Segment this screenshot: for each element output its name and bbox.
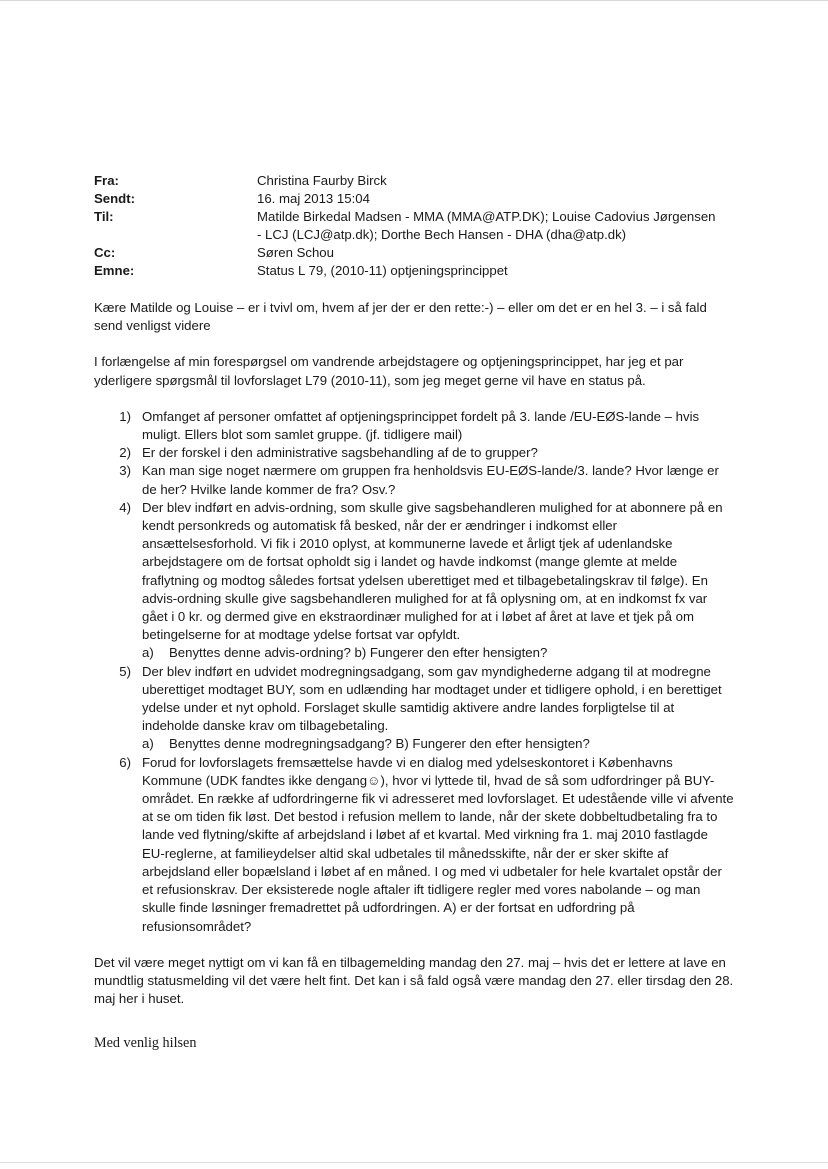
sub-question-letter: a) (142, 736, 154, 752)
question-text: Er der forskel i den administrative sagsbehandling af de to grupper? (142, 445, 538, 461)
sub-question-text: Benyttes denne advis-ordning? b) Fungerer den efter hensigten? (169, 645, 548, 661)
to-value-line2: - LCJ (LCJ@atp.dk); Dorthe Bech Hansen - DHA (dha@atp.dk) (257, 227, 627, 242)
from-value: Christina Faurby Birck (257, 173, 387, 188)
question-list (94, 408, 734, 936)
sub-question (142, 644, 734, 662)
cc-row (94, 244, 754, 262)
question-text: Der blev indført en udvidet modregningsadgang, som gav myndighederne adgang til at modregne uberettiget modtaget BUY, som en udlænding har modtaget under et tidligere ophold, i en berettiget ydelse under et nyt ophold. Forslaget skulle samtidig aktivere andre landes forpligtelse til at indeholde danske krav om tilbagebetaling. (142, 663, 722, 734)
question-number: 1) (119, 408, 131, 424)
cc-value: Søren Schou (257, 245, 334, 260)
signoff: Med venlig hilsen (94, 1035, 197, 1052)
greeting-paragraph: Kære Matilde og Louise – er i tvivl om, hvem af jer der er den rette:-) – eller om det er en hel 3. – i så fald send venligst videre (94, 300, 707, 334)
intro-paragraph: I forlængelse af min forespørgsel om vandrende arbejdstagere og optjeningsprincippet, har jeg et par yderligere spørgsmål til lovforslaget L79 (2010-11), som jeg meget gerne vil have en status på. (94, 354, 684, 388)
question-item-6 (94, 754, 734, 936)
from-label: Fra: (94, 173, 119, 188)
question-item-5 (94, 663, 734, 754)
scan-top-edge (0, 0, 828, 15)
cc-label: Cc: (94, 245, 116, 260)
to-value-line1: Matilde Birkedal Madsen - MMA (MMA@ATP.DK); Louise Cadovius Jørgensen (257, 209, 716, 224)
question-text: Forud for lovforslagets fremsættelse havde vi en dialog med ydelseskontoret i Københavns Kommune (UDK fandtes ikke dengang☺), hvor vi lyttede til, hvad de så som udfordringer på BUY-området. En række af udfordringerne fik vi adresseret med lovforslaget. Et udestående ville vi afvente at se om tiden fik løst. Det bestod i refusion mellem to lande, når der skete dobbeltudbetaling fra to lande ved flytning/skifte af arbejdsland i løbet af et kvartal. Med virkning fra 1. maj 2010 fastlagde EU-reglerne, at familieydelser altid skal udbetales til månedsskifte, når der er sker skifte af arbejdsland eller bopælsland i løbet af en måned. I og med vi udbetaler for hele kvartalet opstår der et refusionskrav. Der eksisterede nogle aftaler ift tidligere regler med vores nabolande – og man skulle finde løsninger fremadrettet på udfordringen. A) er der fortsat en udfordring på refusionsområdet? (142, 754, 734, 934)
sent-row (94, 190, 754, 208)
question-number: 3) (119, 463, 131, 479)
question-number: 5) (119, 663, 131, 679)
sub-question-text: Benyttes denne modregningsadgang? B) Fungerer den efter hensigten? (169, 736, 590, 752)
subject-value: Status L 79, (2010-11) optjeningsprincippet (257, 263, 508, 278)
subject-label: Emne: (94, 263, 135, 278)
to-row (94, 208, 754, 244)
sent-value: 16. maj 2013 15:04 (257, 191, 370, 206)
question-text: Omfanget af personer omfattet af optjeningsprincippet fordelt på 3. lande /EU-EØS-lande – hvis muligt. Ellers blot som samlet gruppe. (jf. tidligere mail) (142, 408, 700, 443)
scan-bottom-edge (0, 1162, 828, 1163)
question-text: Kan man sige noget nærmere om gruppen fra henholdsvis EU-EØS-lande/3. lande? Hvor længe er de her? Hvilke lande kommer de fra? Osv.? (142, 463, 719, 497)
question-item-4 (94, 499, 734, 663)
question-content (142, 499, 734, 663)
question-text: Der blev indført en advis-ordning, som skulle give sagsbehandleren mulighed for at abonnere på en kendt personkreds og automatisk få besked, når der er ændringer i indkomst eller ansættelsesforhold. Vi fik i 2010 oplyst, at kommunerne lavede et årligt tjek af udenlandske arbejdstagere om de fortsat opholdt sig i landet og havde indkomst (mange glemte at melde fraflytning og modtog således fortsat ydelsen uberettiget med et tilbagebetalingskrav til følge). En advis-ordning skulle give sagsbehandleren mulighed for at få oplysning om, at en indkomst fx var gået i 0 kr. og dermed give en ekstraordinær mulighed for at i løbet af året at lave et tjek på om betingelserne for at modtage ydelse fortsat var opfyldt. (142, 499, 723, 643)
sub-question (142, 735, 734, 753)
email-header (94, 172, 754, 280)
email-body (94, 299, 734, 1067)
sent-label: Sendt: (94, 191, 136, 206)
question-item-3 (94, 462, 734, 498)
closing-paragraph: Det vil være meget nyttigt om vi kan få en tilbagemelding mandag den 27. maj – hvis det er lettere at lave en mundtlig statusmelding vil det være helt fint. Det kan i så fald også være mandag den 27. eller tirsdag den 28. maj her i huset. (94, 954, 734, 1007)
subject-row (94, 262, 754, 280)
sub-question-letter: a) (142, 645, 154, 661)
question-number: 4) (119, 499, 131, 515)
question-number: 2) (119, 445, 131, 461)
question-content (142, 663, 734, 754)
question-item-2 (94, 444, 734, 462)
to-label: Til: (94, 209, 114, 224)
question-number: 6) (119, 754, 131, 770)
from-row (94, 172, 754, 190)
question-item-1 (94, 408, 734, 444)
to-value (257, 208, 754, 244)
